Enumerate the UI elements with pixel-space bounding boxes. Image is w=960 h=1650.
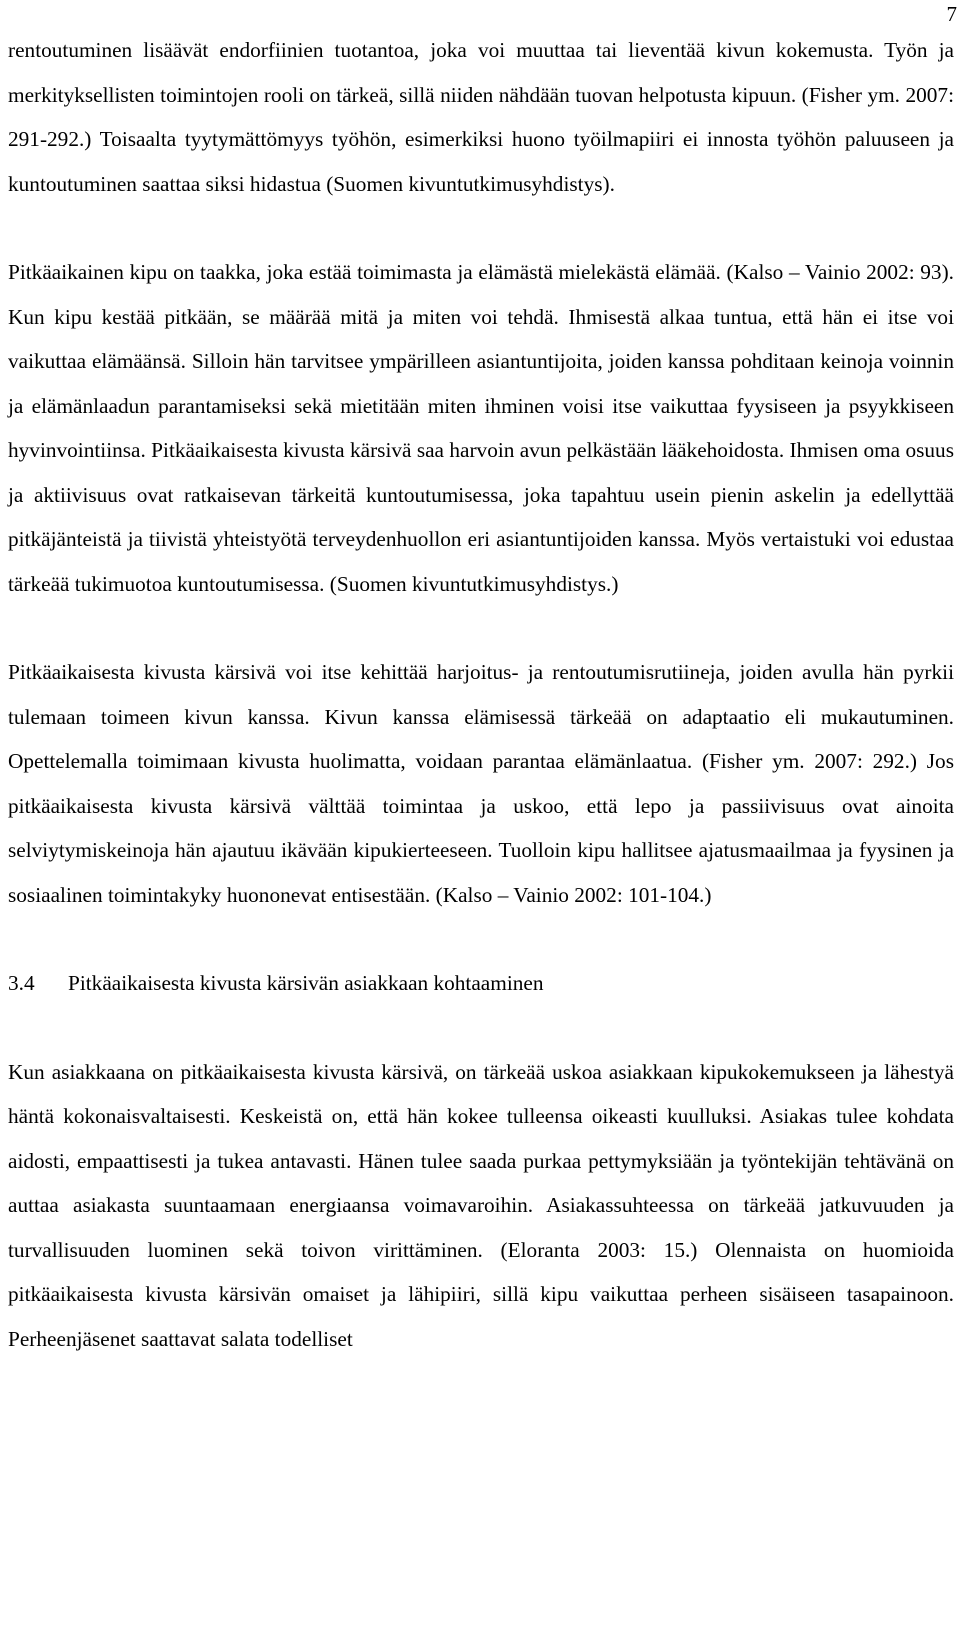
section-heading bbox=[8, 961, 954, 1006]
paragraph-2: Pitkäaikainen kipu on taakka, joka estää toimimasta ja elämästä mielekästä elämää. (Kalso – Vainio 2002: 93). Kun kipu kestää pitkään, se määrää mitä ja miten voi tehdä. Ihmisestä alkaa tuntua, että hän ei itse voi vaikuttaa elämäänsä. Silloin hän tarvitsee ympärilleen asiantuntijoita, joiden kanssa pohditaan keinoja voinnin ja elämänlaadun parantamiseksi sekä mietitään miten ihminen voisi itse vaikuttaa fyysiseen ja psyykkiseen hyvinvointiinsa. Pitkäaikaisesta kivusta kärsivä saa harvoin avun pelkästään lääkehoidosta. Ihmisen oma osuus ja aktiivisuus ovat ratkaisevan tärkeitä kuntoutumisessa, joka tapahtuu usein pienin askelin ja edellyttää pitkäjänteistä ja tiivistä yhteistyötä terveydenhuollon eri asiantuntijoiden kanssa. Myös vertaistuki voi edustaa tärkeää tukimuotoa kuntoutumisessa. (Suomen kivuntutkimusyhdistys.) bbox=[8, 260, 954, 596]
paragraph-3: Pitkäaikaisesta kivusta kärsivä voi itse kehittää harjoitus- ja rentoutumisrutiineja, joiden avulla hän pyrkii tulemaan toimeen kivun kanssa. Kivun kanssa elämisessä tärkeää on adaptaatio eli mukautuminen. Opettelemalla toimimaan kivusta huolimatta, voidaan parantaa elämänlaatua. (Fisher ym. 2007: 292.) Jos pitkäaikaisesta kivusta kärsivä välttää toimintaa ja uskoo, että lepo ja passiivisuus ovat ainoita selviytymiskeinoja hän ajautuu ikävään kipukierteeseen. Tuolloin kipu hallitsee ajatusmaailmaa ja fyysinen ja sosiaalinen toimintakyky huononevat entisestään. (Kalso – Vainio 2002: 101-104.) bbox=[8, 660, 954, 907]
section-title: Pitkäaikaisesta kivusta kärsivän asiakkaan kohtaaminen bbox=[68, 971, 544, 995]
section-number: 3.4 bbox=[8, 971, 35, 995]
paragraph-4: Kun asiakkaana on pitkäaikaisesta kivusta kärsivä, on tärkeää uskoa asiakkaan kipukokemukseen ja lähestyä häntä kokonaisvaltaisesti. Keskeistä on, että hän kokee tulleensa oikeasti kuulluksi. Asiakas tulee kohdata aidosti, empaattisesti ja tukea antavasti. Hänen tulee saada purkaa pettymyksiään ja työntekijän tehtävänä on auttaa asiakasta suuntaamaan energiaansa voimavaroihin. Asiakassuhteessa on tärkeää jatkuvuuden ja turvallisuuden luominen sekä toivon virittäminen. (Eloranta 2003: 15.) Olennaista on huomioida pitkäaikaisesta kivusta kärsivän omaiset ja lähipiiri, sillä kipu vaikuttaa perheen sisäiseen tasapainoon. Perheenjäsenet saattavat salata todelliset bbox=[8, 1059, 954, 1351]
document-body bbox=[8, 28, 954, 1361]
paragraph-1: rentoutuminen lisäävät endorfiinien tuotantoa, joka voi muuttaa tai lieventää kivun kokemusta. Työn ja merkityksellisten toimintojen rooli on tärkeä, sillä niiden nähdään tuovan helpotusta kipuun. (Fisher ym. 2007: 291-292.) Toisaalta tyytymättömyys työhön, esimerkiksi huono työilmapiiri ei innosta työhön paluuseen ja kuntoutuminen saattaa siksi hidastua (Suomen kivuntutkimusyhdistys). bbox=[8, 38, 954, 196]
page-number: 7 bbox=[946, 2, 957, 26]
